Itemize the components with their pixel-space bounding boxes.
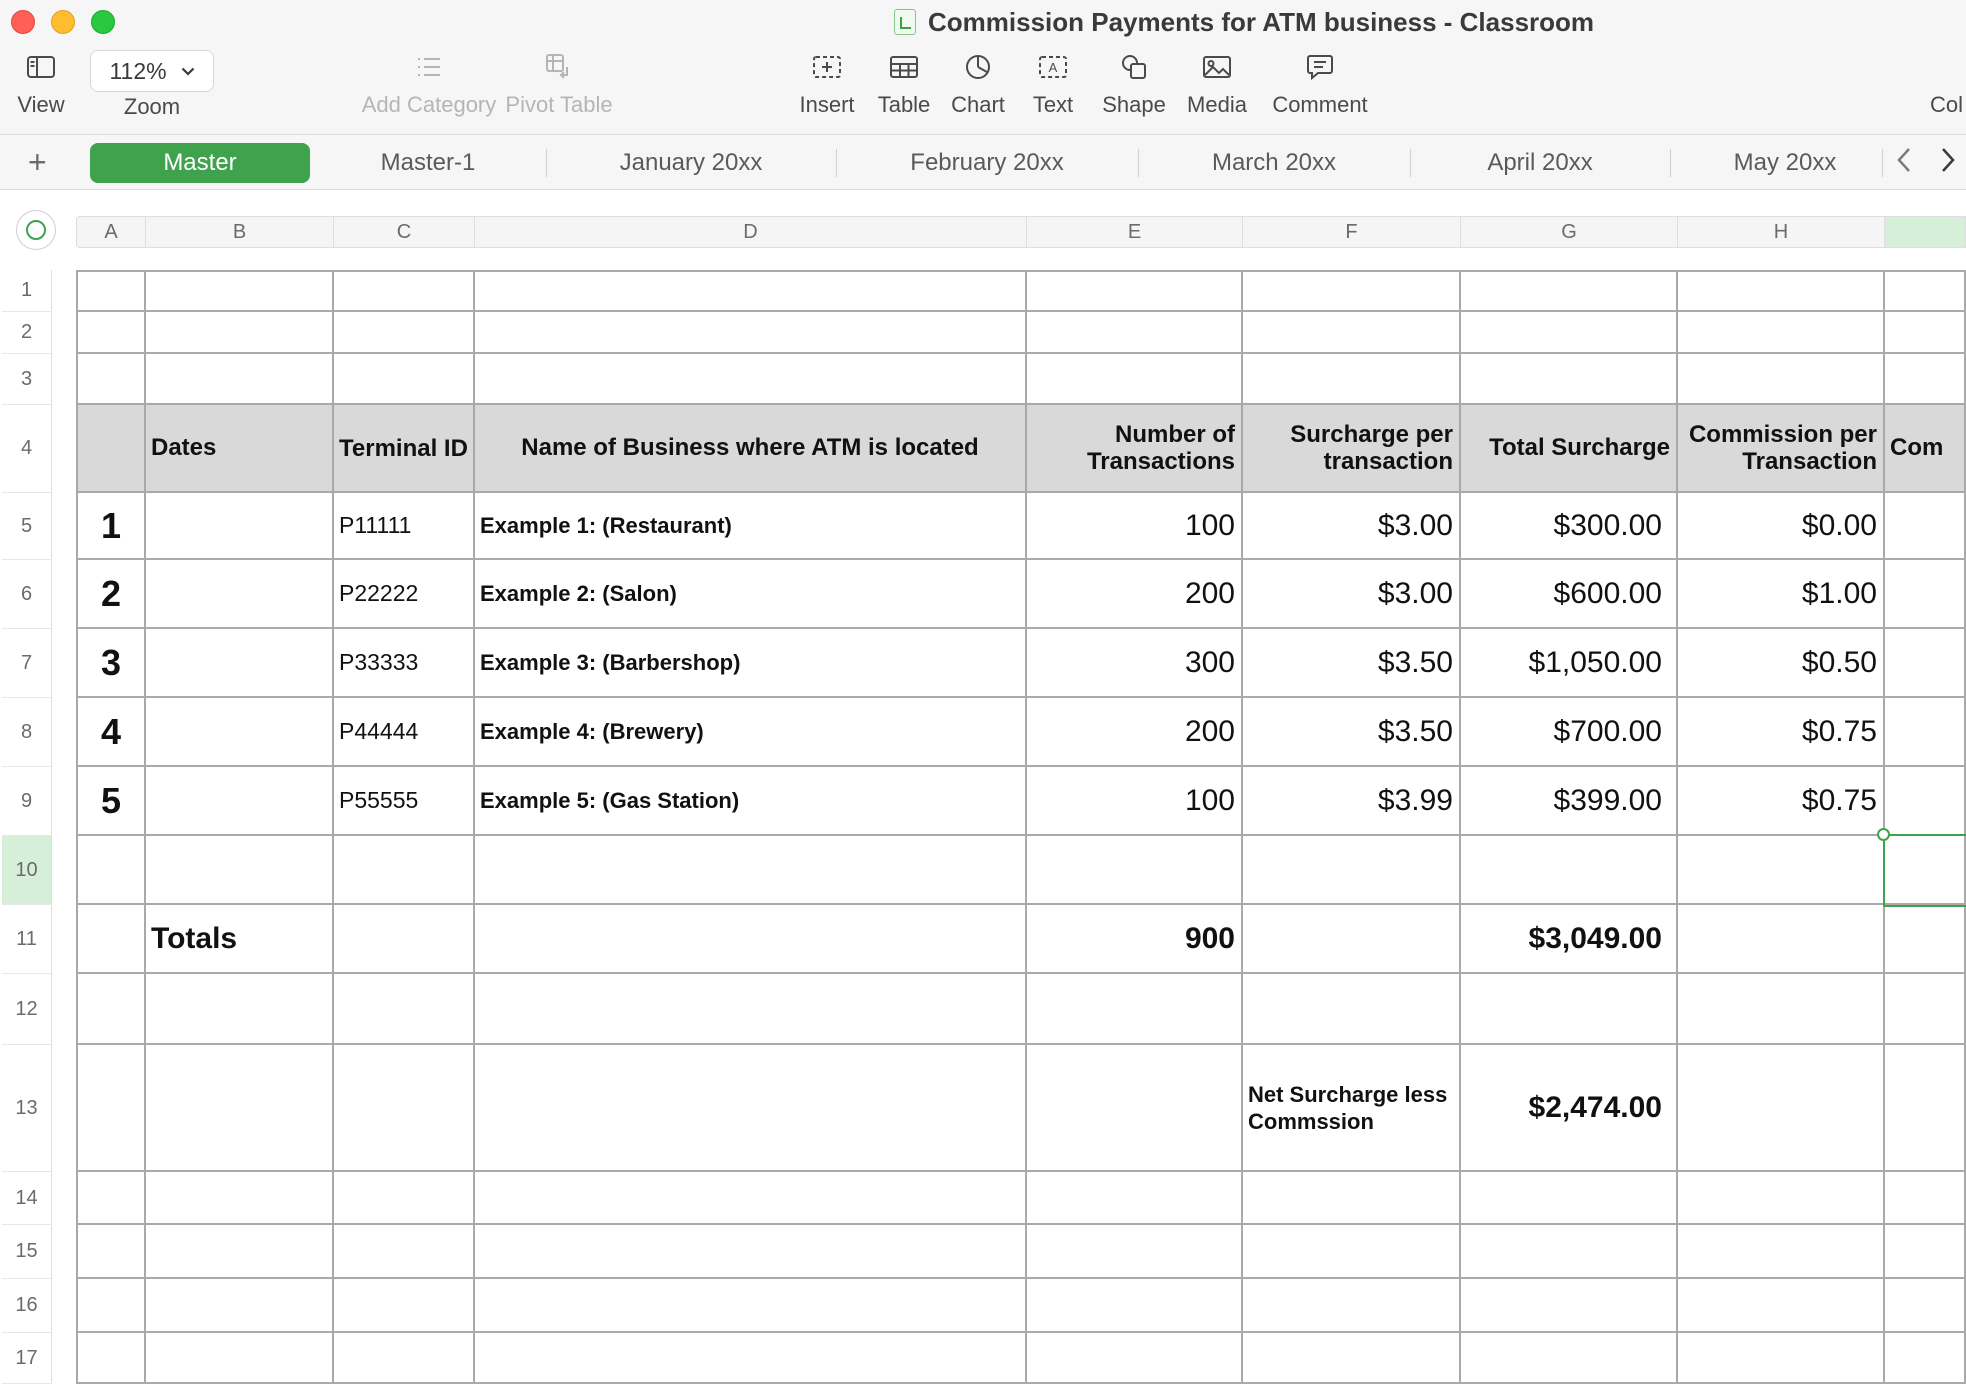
text-label: Text (1032, 92, 1074, 117)
table-cell[interactable] (146, 1225, 334, 1279)
table-cell[interactable] (76, 354, 146, 405)
table-cell[interactable] (1027, 1279, 1243, 1333)
table-cell[interactable] (1027, 270, 1243, 312)
table-cell[interactable] (1243, 974, 1461, 1045)
table-cell[interactable] (1885, 354, 1966, 405)
close-window-button[interactable] (11, 10, 35, 34)
table-cell[interactable] (1461, 1225, 1678, 1279)
toolbar (0, 44, 1966, 134)
table-cell[interactable] (1885, 1225, 1966, 1279)
table-cell[interactable] (334, 1172, 475, 1225)
table-cell[interactable] (1678, 974, 1885, 1045)
table-button[interactable] (876, 44, 932, 134)
total-transactions-cell[interactable] (1027, 905, 1243, 974)
table-cell[interactable] (1885, 493, 1966, 560)
table-cell[interactable] (76, 1172, 146, 1225)
view-label: View (17, 92, 65, 117)
commission-cell[interactable] (1678, 493, 1885, 560)
table-cell[interactable] (1461, 1333, 1678, 1384)
table-cell[interactable] (1885, 974, 1966, 1045)
header-business-name-text: Name of Business where ATM is located (521, 434, 979, 461)
table-cell[interactable] (1678, 1279, 1885, 1333)
table-cell[interactable] (146, 1045, 334, 1172)
business-name-cell-text: Example 1: (Restaurant) (480, 512, 732, 538)
terminal-id-cell[interactable] (334, 629, 475, 698)
terminal-id-cell[interactable] (334, 767, 475, 836)
active-cell-selection[interactable] (1883, 834, 1966, 907)
chart-button[interactable] (950, 44, 1006, 134)
column-header-d[interactable]: D (475, 216, 1027, 248)
table-cell[interactable] (1678, 1045, 1885, 1172)
header-dates-text: Dates (151, 434, 217, 461)
sidebar-icon (27, 44, 55, 90)
table-cell[interactable] (1885, 905, 1966, 974)
table-cell[interactable] (76, 905, 146, 974)
surcharge-cell[interactable] (1243, 629, 1461, 698)
zoom-value: 112% (109, 57, 167, 84)
media-button[interactable] (1186, 44, 1248, 134)
table-cell[interactable] (1678, 905, 1885, 974)
net-surcharge-value[interactable] (1461, 1045, 1678, 1172)
column-header-c[interactable]: C (334, 216, 475, 248)
terminal-id-cell-text: P55555 (339, 787, 419, 813)
chevron-down-icon (181, 67, 195, 76)
table-cell[interactable] (1885, 629, 1966, 698)
row-index-cell-text: 2 (100, 572, 122, 614)
tab-february[interactable]: February 20xx (910, 149, 1064, 176)
table-cell[interactable] (1027, 974, 1243, 1045)
business-name-cell[interactable] (475, 493, 1027, 560)
table-cell[interactable] (1243, 836, 1461, 905)
table-cell[interactable] (475, 1333, 1027, 1384)
table-cell[interactable] (1027, 1225, 1243, 1279)
photo-icon (1202, 44, 1232, 90)
commission-cell-text: $0.75 (1801, 714, 1877, 748)
header-num-transactions-text: Number of Transactions (1086, 421, 1235, 475)
surcharge-cell-text: $3.00 (1377, 508, 1453, 542)
row-header-3[interactable]: 3 (2, 354, 52, 405)
row-header-15[interactable]: 15 (2, 1225, 52, 1279)
table-cell[interactable] (1885, 767, 1966, 836)
row-header-7[interactable]: 7 (2, 629, 52, 698)
tab-separator (546, 149, 547, 177)
table-cell[interactable] (475, 905, 1027, 974)
total-surcharge-cell[interactable] (1461, 698, 1678, 767)
column-header-h[interactable]: H (1678, 216, 1885, 248)
pivot-table-label: Pivot Table (505, 92, 613, 117)
table-cell[interactable] (1885, 270, 1966, 312)
table-label: Table (877, 92, 931, 117)
row-header-14[interactable]: 14 (2, 1172, 52, 1225)
comment-button[interactable] (1268, 44, 1372, 134)
table-cell[interactable] (1885, 1045, 1966, 1172)
table-cell[interactable] (1678, 1225, 1885, 1279)
row-index-cell[interactable] (76, 560, 146, 629)
pivot-table-button[interactable] (505, 44, 613, 134)
chevron-right-icon (1940, 147, 1956, 173)
tab-separator (1882, 149, 1883, 177)
column-header-e[interactable]: E (1027, 216, 1243, 248)
table-cell[interactable] (1243, 905, 1461, 974)
table-cell[interactable] (334, 905, 475, 974)
net-surcharge-value-text: $2,474.00 (1528, 1090, 1662, 1124)
table-cell[interactable] (1027, 836, 1243, 905)
table-cell[interactable] (475, 1225, 1027, 1279)
commission-cell[interactable] (1678, 698, 1885, 767)
row-index-cell-text: 1 (100, 504, 122, 546)
select-table-button[interactable] (16, 210, 56, 250)
table-cell[interactable] (1243, 1225, 1461, 1279)
shape-button[interactable] (1102, 44, 1166, 134)
terminal-id-cell-text: P44444 (339, 718, 419, 744)
tab-march[interactable]: March 20xx (1211, 149, 1337, 176)
table-cell[interactable] (1461, 1279, 1678, 1333)
business-name-cell-text: Example 4: (Brewery) (480, 718, 704, 744)
total-surcharge-cell-text: $1,050.00 (1528, 645, 1662, 679)
table-cell[interactable] (1678, 1172, 1885, 1225)
surcharge-cell[interactable] (1243, 767, 1461, 836)
table-cell[interactable] (76, 1045, 146, 1172)
header-commission-per[interactable] (1678, 405, 1885, 493)
table-cell[interactable] (1027, 354, 1243, 405)
table-cell[interactable] (1461, 312, 1678, 354)
row-index-cell-text: 3 (100, 641, 122, 683)
table-cell[interactable] (76, 1225, 146, 1279)
table-cell[interactable] (1243, 354, 1461, 405)
row-header-10[interactable]: 10 (2, 836, 52, 905)
business-name-cell[interactable] (475, 560, 1027, 629)
window-titlebar (0, 0, 1966, 44)
table-cell[interactable] (334, 312, 475, 354)
business-name-cell-text: Example 2: (Salon) (480, 580, 677, 606)
table-cell[interactable] (76, 974, 146, 1045)
transactions-cell-text: 100 (1184, 508, 1235, 542)
transactions-cell[interactable] (1027, 629, 1243, 698)
chart-label: Chart (951, 92, 1005, 117)
table-cell[interactable] (1885, 1279, 1966, 1333)
total-surcharge-cell[interactable] (1461, 493, 1678, 560)
net-surcharge-label-text: Net Surcharge less Commssion (1248, 1081, 1448, 1134)
table-cell[interactable] (334, 270, 475, 312)
tab-separator (1670, 149, 1671, 177)
commission-cell[interactable] (1678, 767, 1885, 836)
row-index-cell[interactable] (76, 767, 146, 836)
minimize-window-button[interactable] (51, 10, 75, 34)
commission-cell[interactable] (1678, 629, 1885, 698)
comment-icon (1306, 44, 1334, 90)
header-commission-per-text: Commission per Transaction (1688, 421, 1877, 475)
terminal-id-cell[interactable] (334, 493, 475, 560)
row-index-cell-text: 5 (100, 779, 122, 821)
tab-january[interactable]: January 20xx (619, 149, 763, 176)
table-cell[interactable] (1461, 270, 1678, 312)
date-cell[interactable] (146, 560, 334, 629)
surcharge-cell[interactable] (1243, 560, 1461, 629)
transactions-cell[interactable] (1027, 767, 1243, 836)
tab-april[interactable]: April 20xx (1487, 149, 1593, 176)
comment-label: Comment (1272, 92, 1368, 117)
transactions-cell[interactable] (1027, 698, 1243, 767)
table-cell[interactable] (475, 836, 1027, 905)
business-name-cell-text: Example 3: (Barbershop) (480, 649, 741, 675)
row-header-11[interactable]: 11 (2, 905, 52, 974)
table-cell[interactable] (1461, 1172, 1678, 1225)
table-cell[interactable] (1885, 560, 1966, 629)
table-cell[interactable] (146, 1279, 334, 1333)
total-surcharge-cell-text: $600.00 (1553, 576, 1662, 610)
table-cell[interactable] (1027, 1172, 1243, 1225)
svg-text:A: A (1048, 60, 1058, 75)
header-total-surcharge[interactable] (1461, 405, 1678, 493)
row-index-cell[interactable] (76, 493, 146, 560)
row-header-13[interactable]: 13 (2, 1045, 52, 1172)
table-cell[interactable] (1885, 312, 1966, 354)
terminal-id-cell-text: P33333 (339, 649, 419, 675)
tab-separator (1138, 149, 1139, 177)
insert-icon (812, 44, 842, 90)
surcharge-cell-text: $3.99 (1377, 783, 1453, 817)
grand-total-surcharge-cell-text: $3,049.00 (1528, 921, 1662, 955)
zoom-window-button[interactable] (91, 10, 115, 34)
commission-cell-text: $0.00 (1801, 508, 1877, 542)
total-surcharge-cell[interactable] (1461, 767, 1678, 836)
table-cell[interactable] (146, 270, 334, 312)
tab-master-1[interactable]: Master-1 (380, 149, 476, 176)
terminal-id-cell-text: P22222 (339, 580, 419, 606)
table-cell[interactable] (475, 270, 1027, 312)
shape-icon (1120, 44, 1148, 90)
add-category-label: Add Category (361, 92, 497, 117)
transactions-cell-text: 300 (1184, 645, 1235, 679)
table-cell[interactable] (76, 270, 146, 312)
zoom-label: Zoom (123, 94, 181, 119)
column-header-f[interactable]: F (1243, 216, 1461, 248)
transactions-cell-text: 200 (1184, 576, 1235, 610)
header-terminal-id-text: Terminal ID (339, 434, 468, 462)
total-surcharge-cell[interactable] (1461, 629, 1678, 698)
table-cell[interactable] (1243, 312, 1461, 354)
total-surcharge-cell-text: $399.00 (1553, 783, 1662, 817)
zoom-select[interactable] (90, 50, 214, 92)
transactions-cell[interactable] (1027, 560, 1243, 629)
header-commission-truncated-text: Com (1890, 434, 1944, 461)
total-transactions-cell-text: 900 (1184, 921, 1235, 955)
insert-button[interactable] (794, 44, 860, 134)
row-header-4[interactable]: 4 (2, 405, 52, 493)
table-cell[interactable] (146, 836, 334, 905)
spreadsheet-canvas[interactable] (0, 190, 1966, 1384)
column-header-i[interactable] (1885, 216, 1966, 248)
table-handle-icon (26, 220, 46, 240)
date-cell[interactable] (146, 493, 334, 560)
date-cell[interactable] (146, 698, 334, 767)
table-cell[interactable] (475, 974, 1027, 1045)
collaborate-label: Col (1930, 92, 1964, 117)
table-icon (889, 44, 919, 90)
table-cell[interactable] (1678, 354, 1885, 405)
table-cell[interactable] (475, 312, 1027, 354)
add-category-button[interactable] (361, 44, 497, 134)
table-cell[interactable] (334, 1279, 475, 1333)
row-header-17[interactable]: 17 (2, 1333, 52, 1384)
transactions-cell-text: 100 (1184, 783, 1235, 817)
table-cell[interactable] (334, 1333, 475, 1384)
list-icon (416, 44, 442, 90)
sheet-tabs-bar (0, 134, 1966, 190)
surcharge-cell-text: $3.00 (1377, 576, 1453, 610)
tabs-scroll-right-button[interactable] (1940, 147, 1956, 179)
tab-separator (836, 149, 837, 177)
document-title-text: Commission Payments for ATM business - Classroom (928, 6, 1595, 37)
table-cell[interactable] (1678, 1333, 1885, 1384)
zoom-control[interactable] (90, 44, 214, 134)
table-cell[interactable] (1678, 836, 1885, 905)
add-sheet-button[interactable]: + (28, 144, 47, 180)
collaborate-button[interactable] (1930, 44, 1966, 134)
table-cell[interactable] (1461, 836, 1678, 905)
tab-master[interactable]: Master (90, 143, 310, 183)
column-header-b[interactable]: B (146, 216, 334, 248)
table-cell[interactable] (1027, 312, 1243, 354)
total-surcharge-cell-text: $300.00 (1553, 508, 1662, 542)
row-header-8[interactable]: 8 (2, 698, 52, 767)
surcharge-cell[interactable] (1243, 493, 1461, 560)
terminal-id-cell[interactable] (334, 698, 475, 767)
terminal-id-cell[interactable] (334, 560, 475, 629)
date-cell[interactable] (146, 767, 334, 836)
table-cell[interactable] (1027, 1333, 1243, 1384)
total-surcharge-cell-text: $700.00 (1553, 714, 1662, 748)
table-cell[interactable] (1243, 1279, 1461, 1333)
document-title (894, 6, 1594, 38)
transactions-cell-text: 200 (1184, 714, 1235, 748)
row-header-9[interactable]: 9 (2, 767, 52, 836)
row-header-5[interactable]: 5 (2, 493, 52, 560)
table-cell[interactable] (1243, 270, 1461, 312)
business-name-cell-text: Example 5: (Gas Station) (480, 787, 740, 813)
table-cell[interactable] (475, 1279, 1027, 1333)
table-cell[interactable] (1885, 698, 1966, 767)
date-cell[interactable] (146, 629, 334, 698)
table-cell[interactable] (1885, 1172, 1966, 1225)
header-total-surcharge-text: Total Surcharge (1489, 434, 1670, 461)
table-cell[interactable] (334, 974, 475, 1045)
surcharge-cell[interactable] (1243, 698, 1461, 767)
table-cell[interactable] (146, 312, 334, 354)
header-commission-truncated[interactable] (1885, 405, 1966, 493)
column-header-a[interactable]: A (76, 216, 146, 248)
pivot-table-icon (545, 44, 573, 90)
table-cell[interactable] (76, 1279, 146, 1333)
row-header-12[interactable]: 12 (2, 974, 52, 1045)
text-box-icon (1038, 44, 1068, 90)
row-header-16[interactable]: 16 (2, 1279, 52, 1333)
totals-label[interactable] (146, 905, 334, 974)
transactions-cell[interactable] (1027, 493, 1243, 560)
row-index-cell[interactable] (76, 629, 146, 698)
numbers-document-icon (894, 9, 916, 35)
media-label: Media (1187, 92, 1247, 117)
commission-cell-text: $0.50 (1801, 645, 1877, 679)
header-surcharge-per-text: Surcharge per transaction (1290, 421, 1453, 475)
row-index-cell-text: 4 (100, 710, 122, 752)
table-cell[interactable] (1678, 312, 1885, 354)
table-cell[interactable] (475, 354, 1027, 405)
terminal-id-cell-text: P11111 (339, 512, 412, 538)
business-name-cell[interactable] (475, 767, 1027, 836)
header-surcharge-per[interactable] (1243, 405, 1461, 493)
table-cell[interactable] (146, 974, 334, 1045)
grand-total-surcharge-cell[interactable] (1461, 905, 1678, 974)
business-name-cell[interactable] (475, 629, 1027, 698)
header-business-name[interactable] (475, 405, 1027, 493)
table-cell[interactable] (334, 1045, 475, 1172)
surcharge-cell-text: $3.50 (1377, 714, 1453, 748)
row-index-cell[interactable] (76, 698, 146, 767)
table-cell[interactable] (1678, 270, 1885, 312)
table-cell[interactable] (334, 1225, 475, 1279)
business-name-cell[interactable] (475, 698, 1027, 767)
table-cell[interactable] (1243, 1172, 1461, 1225)
tab-separator (1410, 149, 1411, 177)
row-header-6[interactable]: 6 (2, 560, 52, 629)
table-cell[interactable] (146, 1333, 334, 1384)
table-cell[interactable] (1243, 1333, 1461, 1384)
table-cell[interactable] (76, 312, 146, 354)
totals-label-text: Totals (151, 921, 238, 955)
text-button[interactable] (1028, 44, 1078, 134)
row-header-2[interactable]: 2 (2, 312, 52, 354)
header-dates[interactable] (146, 405, 334, 493)
table-cell[interactable] (334, 354, 475, 405)
commission-cell-text: $1.00 (1801, 576, 1877, 610)
header-num-transactions[interactable] (1027, 405, 1243, 493)
table-cell[interactable] (334, 836, 475, 905)
tab-may[interactable]: May 20xx (1733, 149, 1837, 176)
table-cell[interactable] (76, 1333, 146, 1384)
row-header-1[interactable]: 1 (2, 270, 52, 312)
column-header-g[interactable]: G (1461, 216, 1678, 248)
table-cell[interactable] (146, 1172, 334, 1225)
commission-cell[interactable] (1678, 560, 1885, 629)
table-cell[interactable] (76, 836, 146, 905)
commission-cell-text: $0.75 (1801, 783, 1877, 817)
insert-label: Insert (799, 92, 855, 117)
surcharge-cell-text: $3.50 (1377, 645, 1453, 679)
table-cell[interactable] (475, 1045, 1027, 1172)
table-cell[interactable] (1461, 354, 1678, 405)
table-cell[interactable] (1885, 1333, 1966, 1384)
chart-icon (964, 44, 992, 90)
net-surcharge-label[interactable] (1243, 1045, 1461, 1172)
header-terminal-id[interactable] (334, 405, 475, 493)
total-surcharge-cell[interactable] (1461, 560, 1678, 629)
view-button[interactable] (14, 44, 68, 134)
tabs-scroll-left-button[interactable] (1896, 147, 1912, 179)
table-cell[interactable] (475, 1172, 1027, 1225)
table-cell[interactable] (146, 354, 334, 405)
chevron-left-icon (1896, 147, 1912, 173)
table-cell[interactable] (1027, 1045, 1243, 1172)
header-cell-blank[interactable] (76, 405, 146, 493)
selection-handle[interactable] (1877, 828, 1890, 841)
shape-label: Shape (1102, 92, 1166, 117)
table-cell[interactable] (1461, 974, 1678, 1045)
